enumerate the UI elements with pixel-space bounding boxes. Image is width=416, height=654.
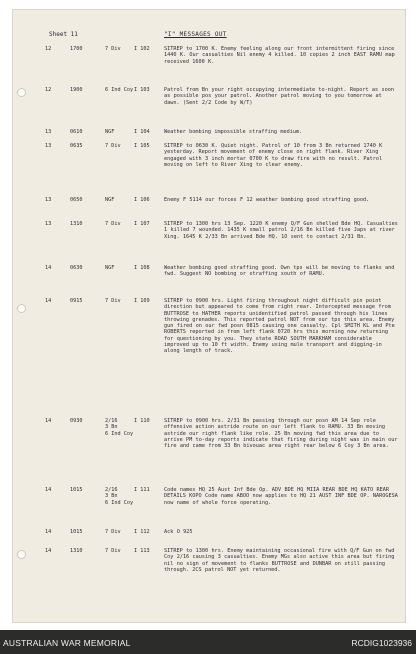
entry-reference: I 107 <box>134 221 150 227</box>
entry-time: 0930 <box>70 418 83 424</box>
entry-message: SITREP to 1300 hrs 13 Sep. 1220 K enemy Q/F Gun shelled Bde HQ. Casualties 1 killed 7 wounded. 1435 K small patrol 2/16 Bn killed five Japs at river Xing. 1645 K 2/33 Bn arrived Bde HQ. 1O sent to contact 2/31 Bn. <box>164 221 398 240</box>
entry-message: SITREP to 0630 K. Quiet night. Patrol of 10 from 3 Bn returned 1740 K yesterday. Report movement of enemy close on right flank. River Xing engaged with 3 inch mortar 0700 K to draw fire with no result. Patrol moving on left to River Xing to clear enemy. <box>164 143 383 168</box>
entry-from: 7 Div <box>105 143 121 149</box>
entry-time: 0635 <box>70 143 83 149</box>
entry-date: 14 <box>45 487 52 493</box>
entry-message: Patrol from Bn your right occupying intermediate to-night. Report as soon as possible pos your patrol. Another patrol moving to you tomorrow at dawn. (Sent 2/2 Code by W/T) <box>164 87 394 106</box>
entry-from: 7 Div <box>105 529 121 535</box>
entry-date: 14 <box>45 548 52 554</box>
entry-from: NGF <box>105 129 115 135</box>
entry-from: 7 Div <box>105 298 121 304</box>
entry-message: Ack O 925 <box>164 529 193 535</box>
entry-time: 1015 <box>70 529 83 535</box>
entry-time: 1015 <box>70 487 83 493</box>
entry-message: SITREP to 1300 hrs. Enemy maintaining occasional fire with Q/F Gun on fwd Coy 2/16 causing 3 casualties. Enemy MGs also active this area but firing nil no sign of movement to flanks BUTTROSE and DUNBAR on still passing through. 2CS patrol NOT yet returned. <box>164 548 395 573</box>
entry-date: 14 <box>45 298 52 304</box>
document-title: "I" MESSAGES OUT <box>164 31 227 38</box>
record-id: RCDIG1023936 <box>351 638 412 648</box>
entry-message: Weather bombing good straffing good. Own tps will be moving to flanks and fwd. Suggest NO bombing or straffing south of RAMU. <box>164 265 395 278</box>
entry-reference: I 102 <box>134 46 150 52</box>
entry-message: Weather bombing impossible straffing medium. <box>164 129 303 135</box>
entry-time: 0610 <box>70 129 83 135</box>
entry-reference: I 106 <box>134 197 150 203</box>
punch-hole <box>17 550 26 559</box>
punch-hole <box>17 304 26 313</box>
entry-from: 7 Div <box>105 46 121 52</box>
entry-reference: I 109 <box>134 298 150 304</box>
document-page <box>13 10 405 622</box>
entry-reference: I 104 <box>134 129 150 135</box>
entry-date: 14 <box>45 529 52 535</box>
entry-reference: I 112 <box>134 529 150 535</box>
punch-hole <box>17 88 26 97</box>
sheet-number: Sheet 11 <box>49 31 78 38</box>
entry-message: SITREP to 0900 hrs. 2/31 Bn passing through our posn AM 14 Sep role offensive action astride route on our left flank to RAMU. 33 Bn moving astride our right flank like role. 25 Bn moving fwd this area due to arrive PM to-day reports indicate that firing during night was in main our fire and came from 33 Bn bivouac area right rear below 6 Coy 3 Bn area. <box>164 418 398 450</box>
entry-reference: I 111 <box>134 487 150 493</box>
entry-message: Enemy F 5114 our forces F 12 weather bombing good straffing good. <box>164 197 370 203</box>
entry-from: 6 Ind Coy <box>105 87 134 93</box>
entry-date: 12 <box>45 87 52 93</box>
entry-from: 7 Div <box>105 221 121 227</box>
entry-time: 1900 <box>70 87 83 93</box>
entry-date: 14 <box>45 418 52 424</box>
archive-footer <box>0 630 416 654</box>
entry-reference: I 105 <box>134 143 150 149</box>
entry-reference: I 108 <box>134 265 150 271</box>
entry-from: 7 Div <box>105 548 121 554</box>
entry-message: SITREP to 0900 hrs. Light firing throughout night difficult pin point direction but appeared to come from right rear. Intercepted message from BUTTROSE to HATHER reports unidentified patrol passed through his lines throwing grenades. This reported patrol NOT from our tps this area. Enemy gun fired on our fwd posn 0815 causing one casualty. Cpl SMITH KL and Pte ROBERTS reported in from left flank 0720 hrs this morning now returning for questioning by you. They state ROAD SOUTH MARKHAM considerable improved up to 10 ft width. Enemy using mule transport and digging-in along length of track. <box>164 298 395 355</box>
entry-message: Code names HQ 25 Aust Inf Bde Op. ADV BDE HQ MIIA REAR BDE HQ KATO REAR DETAILS KOPO Code name ABOO now applies to HQ 21 AUST INF BDE OP. NAROGESA now name of whole force operating. <box>164 487 398 506</box>
entry-date: 13 <box>45 129 52 135</box>
entry-date: 12 <box>45 46 52 52</box>
entry-from: 2/16 3 Bn 6 Ind Coy <box>105 418 134 437</box>
entry-reference: I 113 <box>134 548 150 554</box>
entry-from: NGF <box>105 265 115 271</box>
entry-date: 13 <box>45 221 52 227</box>
entry-time: 1310 <box>70 221 83 227</box>
entry-time: 1700 <box>70 46 83 52</box>
entry-from: 2/16 3 Bn 6 Ind Coy <box>105 487 134 506</box>
entry-reference: I 103 <box>134 87 150 93</box>
entry-message: SITREP to 1700 K. Enemy feeling along our front intermittent firing since 1440 K. Our casualties Nil enemy 4 killed. 10 copies 2 inch EAST RAMU map received 1600 K. <box>164 46 395 65</box>
entry-from: NGF <box>105 197 115 203</box>
entry-date: 14 <box>45 265 52 271</box>
entry-reference: I 110 <box>134 418 150 424</box>
archive-name: AUSTRALIAN WAR MEMORIAL <box>3 638 131 648</box>
entry-date: 13 <box>45 143 52 149</box>
entry-time: 0630 <box>70 265 83 271</box>
entry-time: 0650 <box>70 197 83 203</box>
entry-time: 1310 <box>70 548 83 554</box>
entry-date: 13 <box>45 197 52 203</box>
entry-time: 0915 <box>70 298 83 304</box>
